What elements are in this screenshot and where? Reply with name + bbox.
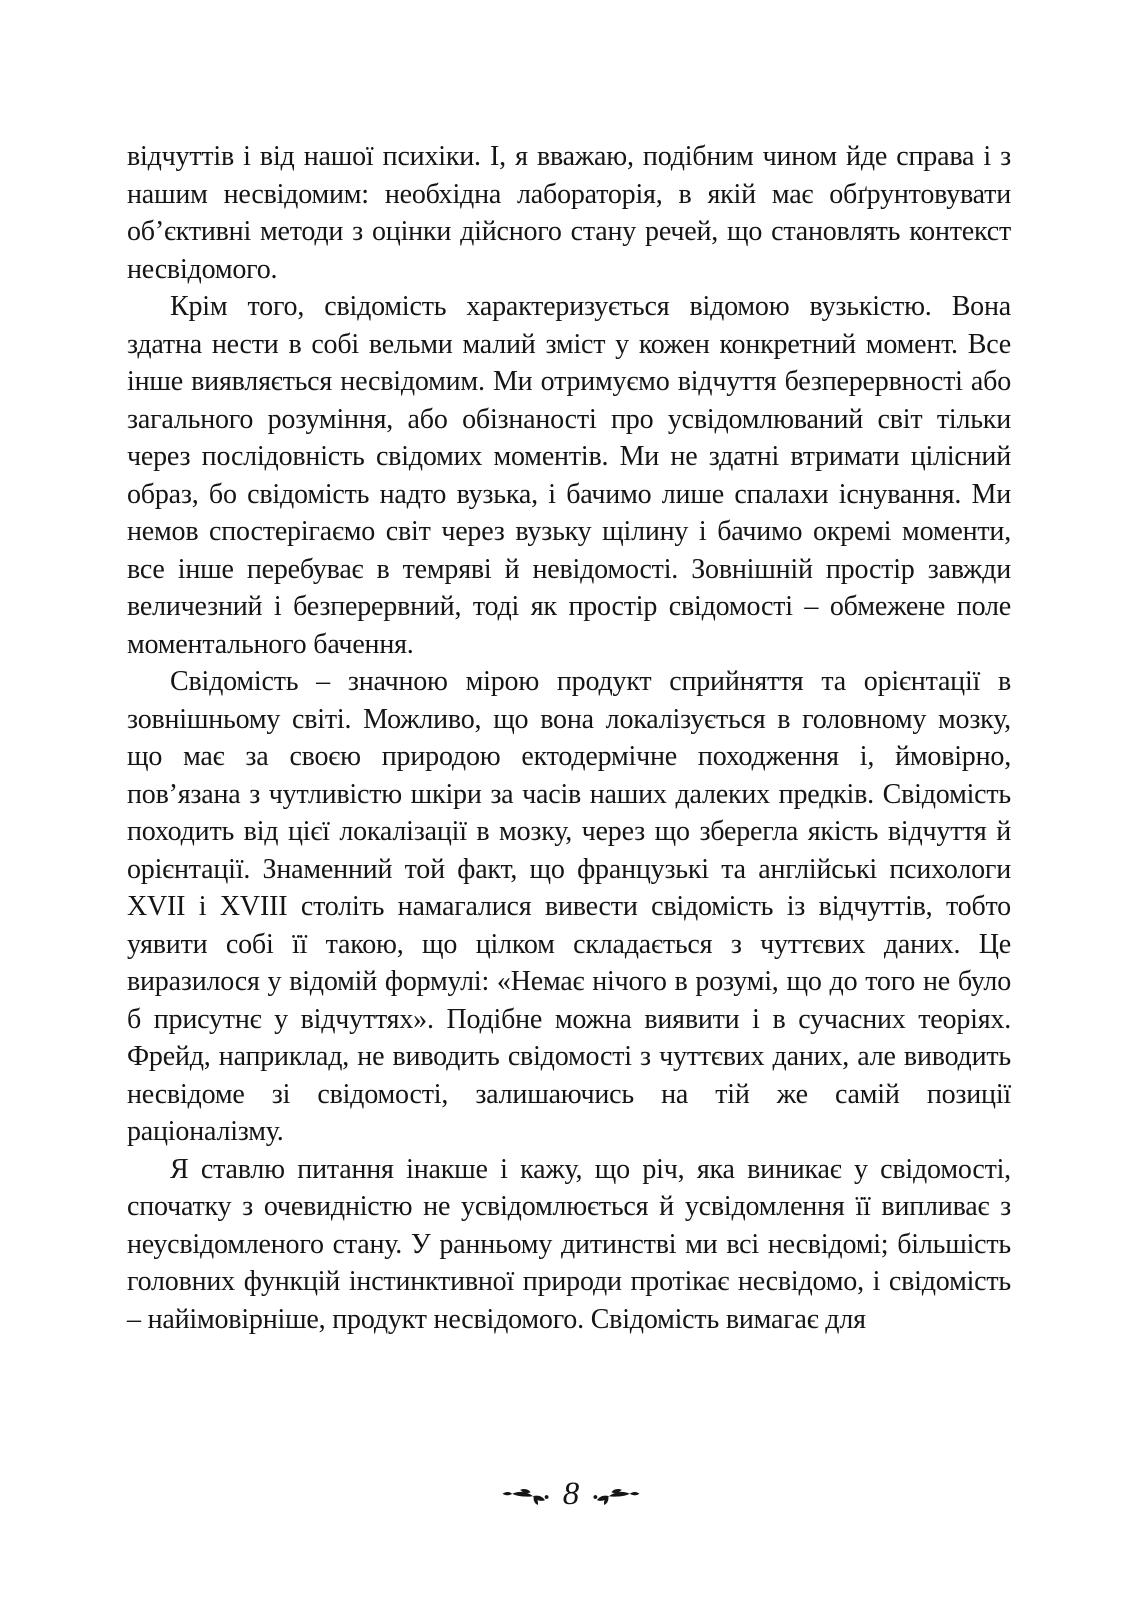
paragraph: відчуттів і від нашої психіки. І, я вважаю, подібним чином йде справа і з нашим несвідомим: необхідна лабораторія, в якій має обґрунтовувати обʼєктивні методи з оцінки дійсного стану речей, що становлять контекст несвідомого.: [127, 141, 1011, 285]
paragraph: Свідомість – значною мірою продукт сприйняття та орієнтації в зовнішньому світі. Можливо, що вона локалізується в головному мозку, що має за своєю природою ектодермічне походження і, ймовірно, повʼязана з чутливістю шкіри за часів наших далеких предків. Свідомість походить від цієї локалізації в мозку, через що зберегла якість відчуття й орієнтації. Знаменний той факт, що французькі та англійські психологи XVII і XVIII століть намагалися вивести свідомість із відчуттів, тобто уявити собі її такою, що цілком складається з чуттєвих даних. Це виразилося у відомій формулі: «Немає нічого в розумі, що до того не було б присутнє у відчуттях». Подібне можна виявити і в сучасних теоріях. Фрейд, наприклад, не виводить свідомості з чуттєвих даних, але виводить несвідоме зі свідомості, залишаючись на тій же самій позиції раціоналізму.: [127, 666, 1011, 1147]
page-number: 8: [562, 1476, 580, 1512]
body-text: [127, 138, 1011, 1338]
leaf-flourish-right-icon: [593, 1486, 641, 1508]
page-footer: [0, 1478, 1142, 1515]
paragraph: Я ставлю питання інакше і кажу, що річ, яка виникає у свідомості, спочатку з очевидністю не усвідомлюється й усвідомлення її випливає з неусвідомленого стану. У ранньому дитинстві ми всі несвідомі; більшість головних функцій інстинктивної природи протікає несвідомо, і свідомість – найімовірніше, продукт несвідомого. Свідомість вимагає для: [127, 1153, 1011, 1335]
paragraph: Крім того, свідомість характеризується відомою вузькістю. Вона здатна нести в собі вельми малий зміст у кожен конкретний момент. Все інше виявляється несвідомим. Ми отримуємо відчуття безперервності або загального розуміння, або обізнаності про усвідомлюваний світ тільки через послідовність свідомих моментів. Ми не здатні втримати цілісний образ, бо свідомість надто вузька, і бачимо лише спалахи існування. Ми немов спостерігаємо світ через вузьку щілину і бачимо окремі моменти, все інше перебуває в темряві й невідомості. Зовнішній простір завжди величезний і безперервний, тоді як простір свідомості – обмежене поле моментального бачення.: [127, 291, 1011, 660]
leaf-flourish-left-icon: [501, 1486, 549, 1508]
